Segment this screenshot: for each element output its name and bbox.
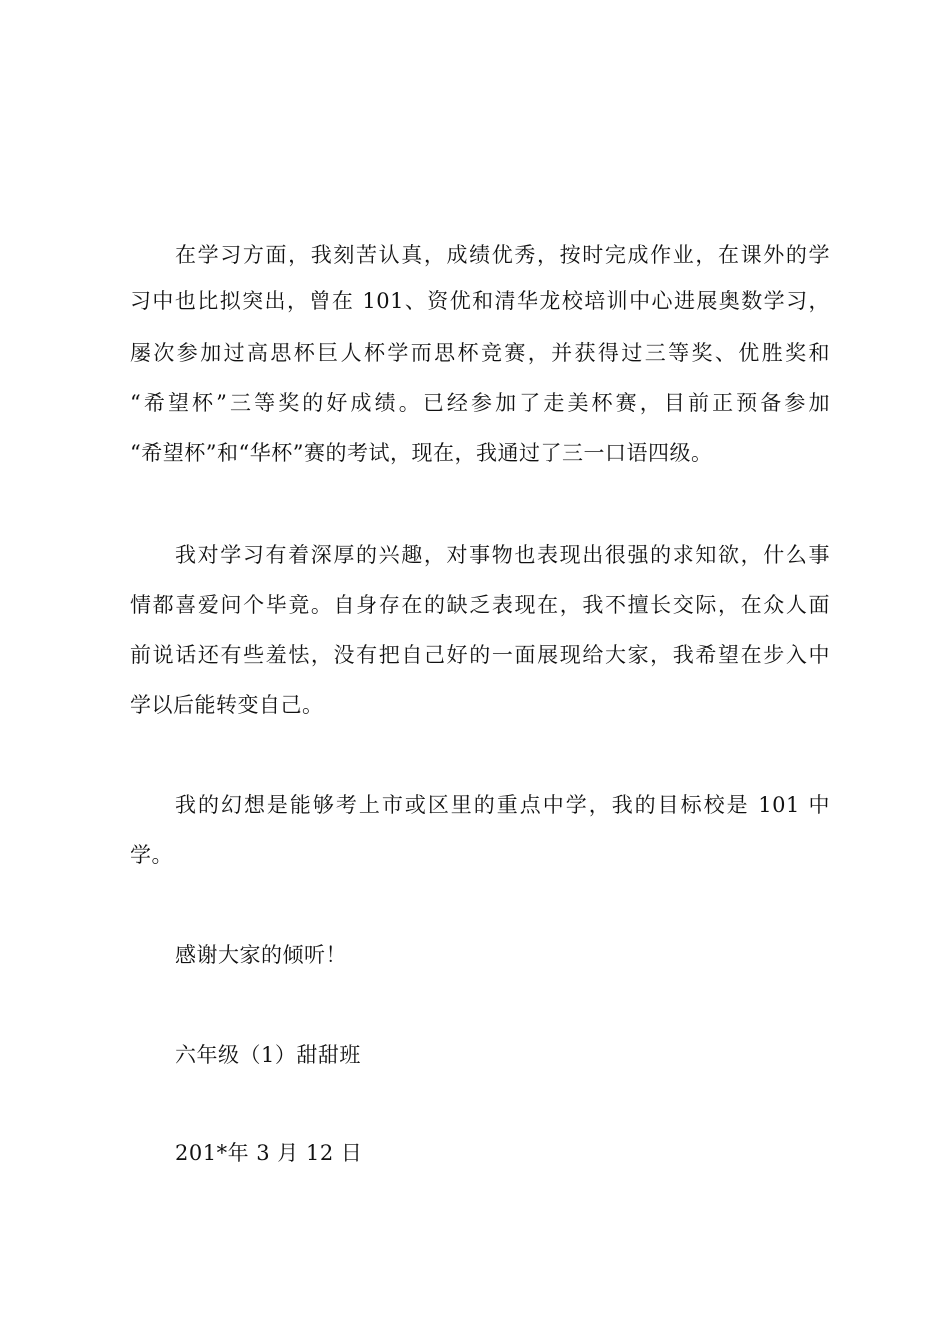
- paragraph-line: 屡次参加过高思杯巨人杯学而思杯竞赛，并获得过三等奖、优胜奖和: [130, 341, 830, 365]
- signature: 六年级（1）甜甜班: [175, 1043, 361, 1067]
- paragraph-line: 情都喜爱问个毕竟。自身存在的缺乏表现在，我不擅长交际，在众人面: [130, 593, 830, 617]
- closing-remark: 感谢大家的倾听！: [175, 943, 347, 967]
- paragraph-line: 前说话还有些羞怯，没有把自己好的一面展现给大家，我希望在步入中: [130, 643, 830, 667]
- paragraph-line: 学以后能转变自己。: [130, 693, 324, 717]
- paragraph-line: 在学习方面，我刻苦认真，成绩优秀，按时完成作业，在课外的学: [175, 243, 830, 267]
- paragraph-line: 学。: [130, 843, 173, 867]
- paragraph-line: “希望杯”和“华杯”赛的考试，现在，我通过了三一口语四级。: [130, 441, 713, 465]
- paragraph-line: 我对学习有着深厚的兴趣，对事物也表现出很强的求知欲，什么事: [175, 543, 830, 567]
- date: 201*年 3 月 12 日: [175, 1141, 363, 1165]
- paragraph-line: 我的幻想是能够考上市或区里的重点中学，我的目标校是 101 中: [175, 793, 830, 817]
- paragraph-line: 习中也比拟突出，曾在 101、资优和清华龙校培训中心进展奥数学习，: [130, 289, 830, 313]
- paragraph-line: “希望杯”三等奖的好成绩。已经参加了走美杯赛，目前正预备参加: [130, 391, 830, 415]
